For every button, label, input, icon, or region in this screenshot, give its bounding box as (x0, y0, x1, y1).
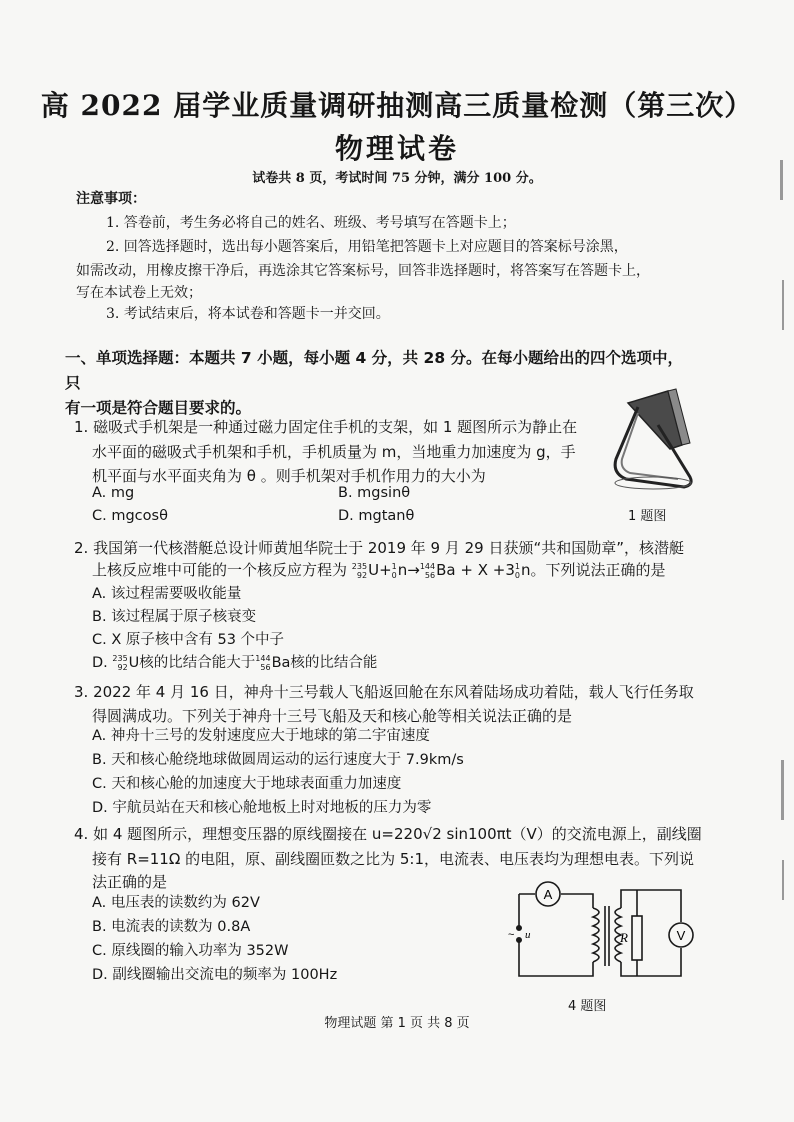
q4-option-b: B. 电流表的读数为 0.8A (92, 919, 251, 935)
phone-holder-figure (598, 385, 698, 503)
uranium-atomic-number: 92 (356, 570, 368, 580)
q4-option-a: A. 电压表的读数约为 62V (92, 895, 260, 911)
q2-line2-text: 上核反应堆中可能的一个核反应方程为 (92, 561, 348, 579)
q2-option-d (92, 653, 377, 673)
barium-atomic-number-d: 56 (260, 663, 271, 672)
exam-subtitle: 物理试卷 (334, 132, 459, 165)
q4-line1: 4. 如 4 题图所示，理想变压器的原线圈接在 u=220√2 sin100πt（V）的交流电源上，副线圈 (74, 825, 702, 843)
voltmeter-label: V (676, 928, 686, 943)
neutron-symbol: n (397, 561, 408, 579)
barium-nucleon-numbers-d (255, 654, 270, 672)
source-label: u (525, 929, 531, 941)
q2-option-d-letter: D. (92, 655, 108, 671)
ammeter-label: A (543, 887, 553, 902)
q2-option-d-mid: 核的比结合能大于 (139, 655, 256, 671)
scan-edge-mark (781, 760, 784, 820)
q2-line1: 2. 我国第一代核潜艇总设计师黄旭华院士于 2019 年 9 月 29 日获颁“共和国勋章”，核潜艇 (74, 539, 685, 557)
uranium-nucleon-numbers-d (112, 654, 127, 672)
q2-option-c: C. X 原子核中含有 53 个中子 (92, 632, 285, 648)
barium-mass-number-d: 144 (255, 654, 271, 663)
q1-option-b: B. mgsinθ (338, 485, 411, 501)
q3-line1: 3. 2022 年 4 月 16 日，神舟十三号载人飞船返回舱在东风着陆场成功着陆，载人飞行任务取 (74, 683, 694, 701)
q1-option-c: C. mgcosθ (92, 508, 168, 524)
exam-title: 高 2022 届学业质量调研抽测高三质量检测（第三次） (40, 89, 754, 122)
note-1: 1. 答卷前，考生务必将自己的姓名、班级、考号填写在答题卡上； (106, 215, 516, 231)
q2-option-d-tail: 核的比结合能 (290, 655, 378, 671)
q1-figure-caption: 1 题图 (628, 509, 667, 524)
q2-option-a: A. 该过程需要吸收能量 (92, 586, 242, 602)
q2-option-b: B. 该过程属于原子核衰变 (92, 609, 257, 625)
q3-line2: 得圆满成功。下列关于神舟十三号飞船及天和核心舱等相关说法正确的是 (92, 707, 573, 725)
page-footer: 物理试题 第 1 页 共 8 页 (324, 1016, 470, 1031)
q4-line3: 法正确的是 (92, 873, 168, 891)
q1-option-a: A. mg (92, 485, 135, 501)
q1-option-d: D. mgtanθ (338, 508, 415, 524)
resistor-label: R (620, 930, 628, 945)
q4-option-c: C. 原线圈的输入功率为 352W (92, 943, 289, 959)
neutron-charge-number-2: 0 (514, 570, 520, 580)
q2-line2 (92, 558, 666, 582)
plus-sign: + (379, 561, 392, 579)
x-term: + X +3 (460, 561, 515, 579)
q3-option-c: C. 天和核心舱的加速度大于地球表面重力加速度 (92, 776, 402, 792)
q1-line2: 水平面的磁吸式手机架和手机，手机质量为 m，当地重力加速度为 g，手 (92, 443, 576, 461)
barium-atomic-number: 56 (424, 570, 436, 580)
scan-edge-mark (782, 280, 784, 330)
ac-symbol-icon: ~ (508, 929, 515, 941)
section-line1: 一、单项选择题：本题共 7 小题，每小题 4 分，共 28 分。在每小题给出的四个选项中，只 (65, 349, 684, 392)
q3-option-b: B. 天和核心舱绕地球做圆周运动的运行速度大于 7.9km/s (92, 752, 464, 768)
neutron-symbol-2: n (520, 561, 531, 579)
barium-nucleon-numbers (420, 562, 435, 580)
barium-mass-number: 144 (419, 561, 436, 571)
transformer-circuit-figure (505, 876, 705, 984)
neutron-charge-number: 0 (391, 570, 397, 580)
q3-option-d: D. 宇航员站在天和核心舱地板上时对地板的压力为零 (92, 800, 432, 816)
barium-symbol-d: Ba (271, 655, 291, 671)
scan-edge-mark (782, 860, 784, 900)
exam-info: 试卷共 8 页，考试时间 75 分钟，满分 100 分。 (252, 171, 542, 186)
neutron-mass-number-2: 1 (514, 561, 520, 571)
neutron-numbers-2 (515, 562, 520, 580)
uranium-mass-number-d: 235 (112, 654, 128, 663)
uranium-atomic-number-d: 92 (117, 663, 128, 672)
note-2-line2: 如需改动，用橡皮擦干净后，再选涂其它答案标号，回答非选择题时，将答案写在答题卡上， (76, 263, 650, 279)
barium-symbol: Ba (436, 561, 456, 579)
uranium-mass-number: 235 (351, 561, 368, 571)
note-2-line1: 2. 回答选择题时，选出每小题答案后，用铅笔把答题卡上对应题目的答案标号涂黑， (106, 239, 628, 255)
q4-option-d: D. 副线圈输出交流电的频率为 100Hz (92, 967, 338, 983)
reaction-arrow: → (407, 561, 420, 579)
note-3: 3. 考试结束后，将本试卷和答题卡一并交回。 (106, 306, 390, 322)
neutron-numbers (392, 562, 397, 580)
scan-edge-mark (780, 160, 783, 200)
q4-line2: 接有 R=11Ω 的电阻，原、副线圈匝数之比为 5:1，电流表、电压表均为理想电表。下列说 (92, 850, 694, 868)
note-2-line3: 写在本试卷上无效； (76, 285, 202, 301)
uranium-nucleon-numbers (352, 562, 367, 580)
notes-heading: 注意事项： (76, 191, 146, 207)
section-heading (65, 346, 685, 421)
q4-figure-caption: 4 题图 (568, 999, 607, 1014)
q1-line1: 1. 磁吸式手机架是一种通过磁力固定住手机的支架，如 1 题图所示为静止在 (74, 418, 578, 436)
q1-line3: 机平面与水平面夹角为 θ 。则手机架对手机作用力的大小为 (92, 467, 486, 485)
uranium-symbol: U (368, 561, 380, 579)
q2-line2-tail: 。下列说法正确的是 (530, 561, 666, 579)
neutron-mass-number: 1 (391, 561, 397, 571)
q3-option-a: A. 神舟十三号的发射速度应大于地球的第二宇宙速度 (92, 728, 430, 744)
uranium-symbol-d: U (128, 655, 140, 671)
section-line2: 有一项是符合题目要求的。 (65, 399, 252, 417)
